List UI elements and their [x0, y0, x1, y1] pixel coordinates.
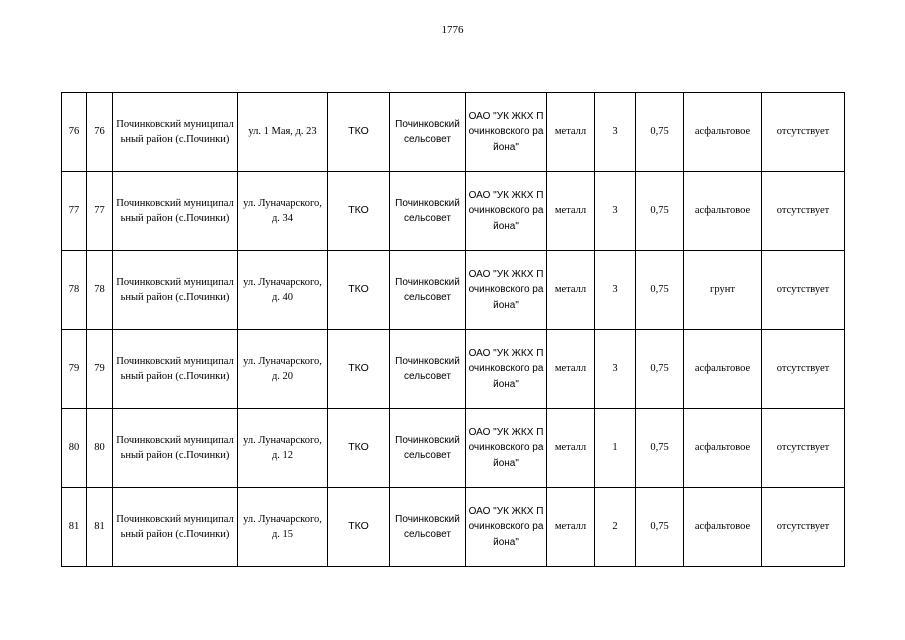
table-row — [62, 488, 845, 567]
container-volume-cell: 0,75 — [636, 93, 684, 172]
management-company-cell: ОАО "УК ЖКХ Починковского района" — [466, 251, 547, 330]
container-volume-cell: 0,75 — [636, 251, 684, 330]
management-company-cell: ОАО "УК ЖКХ Починковского района" — [466, 93, 547, 172]
container-volume-cell: 0,75 — [636, 409, 684, 488]
district-cell: Починковский муниципальный район (с.Починки) — [113, 488, 238, 567]
row-number-cell: 80 — [62, 409, 87, 488]
fence-cell: отсутствует — [762, 409, 845, 488]
fence-cell: отсутствует — [762, 330, 845, 409]
settlement-cell: Починковский сельсовет — [390, 330, 466, 409]
address-cell: ул. Луначарского, д. 40 — [238, 251, 328, 330]
management-company-cell: ОАО "УК ЖКХ Починковского района" — [466, 488, 547, 567]
site-number-cell: 80 — [87, 409, 113, 488]
fence-cell: отсутствует — [762, 172, 845, 251]
management-company-cell: ОАО "УК ЖКХ Починковского района" — [466, 409, 547, 488]
surface-type-cell: асфальтовое — [684, 93, 762, 172]
fence-cell: отсутствует — [762, 251, 845, 330]
site-number-cell: 76 — [87, 93, 113, 172]
district-cell: Починковский муниципальный район (с.Починки) — [113, 172, 238, 251]
site-number-cell: 81 — [87, 488, 113, 567]
container-count-cell: 3 — [595, 330, 636, 409]
waste-type-cell: ТКО — [328, 488, 390, 567]
container-material-cell: металл — [547, 488, 595, 567]
page-number: 1776 — [441, 24, 464, 36]
waste-type-cell: ТКО — [328, 409, 390, 488]
surface-type-cell: асфальтовое — [684, 172, 762, 251]
address-cell: ул. Луначарского, д. 34 — [238, 172, 328, 251]
site-number-cell: 78 — [87, 251, 113, 330]
district-cell: Починковский муниципальный район (с.Починки) — [113, 330, 238, 409]
waste-sites-table — [61, 92, 845, 567]
fence-cell: отсутствует — [762, 93, 845, 172]
surface-type-cell: асфальтовое — [684, 409, 762, 488]
container-count-cell: 3 — [595, 93, 636, 172]
settlement-cell: Починковский сельсовет — [390, 251, 466, 330]
fence-cell: отсутствует — [762, 488, 845, 567]
waste-type-cell: ТКО — [328, 172, 390, 251]
container-material-cell: металл — [547, 172, 595, 251]
container-count-cell: 3 — [595, 251, 636, 330]
container-volume-cell: 0,75 — [636, 330, 684, 409]
table-row — [62, 172, 845, 251]
surface-type-cell: асфальтовое — [684, 330, 762, 409]
waste-type-cell: ТКО — [328, 330, 390, 409]
container-material-cell: металл — [547, 330, 595, 409]
container-count-cell: 3 — [595, 172, 636, 251]
container-volume-cell: 0,75 — [636, 172, 684, 251]
container-count-cell: 2 — [595, 488, 636, 567]
address-cell: ул. Луначарского, д. 12 — [238, 409, 328, 488]
row-number-cell: 76 — [62, 93, 87, 172]
table-row — [62, 251, 845, 330]
row-number-cell: 79 — [62, 330, 87, 409]
district-cell: Починковский муниципальный район (с.Починки) — [113, 251, 238, 330]
container-count-cell: 1 — [595, 409, 636, 488]
settlement-cell: Починковский сельсовет — [390, 172, 466, 251]
site-number-cell: 77 — [87, 172, 113, 251]
row-number-cell: 77 — [62, 172, 87, 251]
address-cell: ул. Луначарского, д. 20 — [238, 330, 328, 409]
surface-type-cell: грунт — [684, 251, 762, 330]
settlement-cell: Починковский сельсовет — [390, 488, 466, 567]
address-cell: ул. 1 Мая, д. 23 — [238, 93, 328, 172]
district-cell: Починковский муниципальный район (с.Починки) — [113, 409, 238, 488]
address-cell: ул. Луначарского, д. 15 — [238, 488, 328, 567]
container-material-cell: металл — [547, 409, 595, 488]
table-row — [62, 330, 845, 409]
waste-type-cell: ТКО — [328, 251, 390, 330]
row-number-cell: 78 — [62, 251, 87, 330]
settlement-cell: Починковский сельсовет — [390, 409, 466, 488]
container-material-cell: металл — [547, 251, 595, 330]
row-number-cell: 81 — [62, 488, 87, 567]
container-material-cell: металл — [547, 93, 595, 172]
table-row — [62, 93, 845, 172]
district-cell: Починковский муниципальный район (с.Починки) — [113, 93, 238, 172]
waste-type-cell: ТКО — [328, 93, 390, 172]
site-number-cell: 79 — [87, 330, 113, 409]
table-row — [62, 409, 845, 488]
container-volume-cell: 0,75 — [636, 488, 684, 567]
management-company-cell: ОАО "УК ЖКХ Починковского района" — [466, 330, 547, 409]
surface-type-cell: асфальтовое — [684, 488, 762, 567]
management-company-cell: ОАО "УК ЖКХ Починковского района" — [466, 172, 547, 251]
settlement-cell: Починковский сельсовет — [390, 93, 466, 172]
